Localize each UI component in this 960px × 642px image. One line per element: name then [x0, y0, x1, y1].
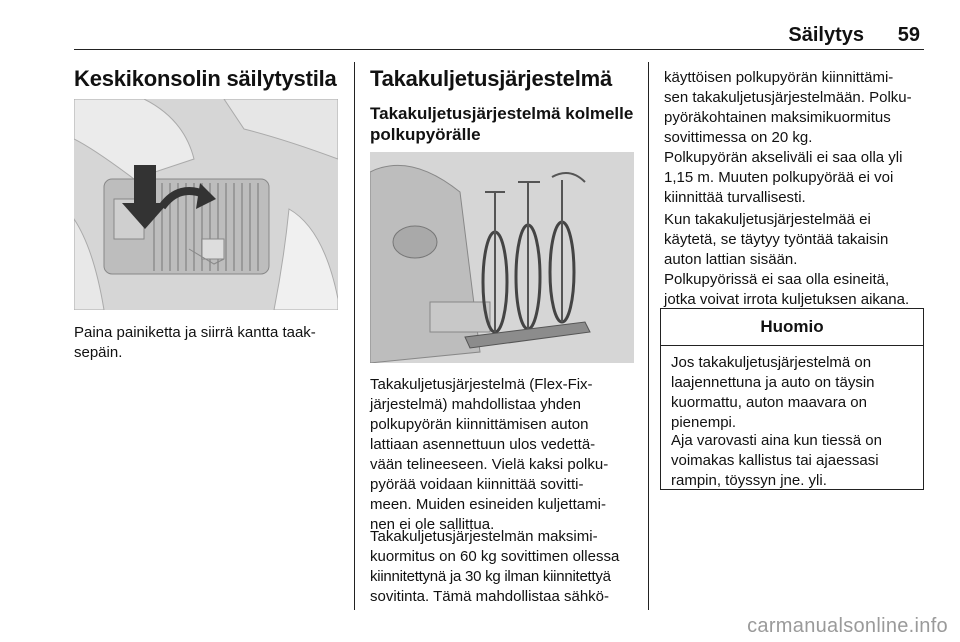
section-heading-console-storage: Keskikonsolin säilytystila — [74, 66, 337, 91]
running-header-title: Säilytys — [788, 24, 864, 46]
column-divider-left — [354, 62, 355, 610]
notice-paragraph-1: Jos takakuljetusjärjestelmä on laajennettuna ja auto on täysin kuormattu, auton maavara on pienempi. — [671, 354, 875, 431]
notice-paragraph-2: Aja varovasti aina kun tiessä on voimakas kallistus tai ajaessasi rampin, töyssyn jne. yli. — [671, 432, 882, 489]
loose-items-paragraph: Polkupyörissä ei saa olla esineitä, jotka voivat irrota kuljetuksen aikana. — [664, 271, 910, 308]
load-limit-paragraph: käyttöisen polkupyörän kiinnittämi- sen takakuljetusjärjestelmään. Polku- pyöräkohtainen maksimikuormitus sovittimessa on 20 kg. — [664, 69, 912, 146]
section-heading-rear-carrier: Takakuljetusjärjestelmä — [370, 66, 613, 91]
console-storage-caption: Paina painiketta ja siirrä kantta taak- sepäin. — [74, 324, 316, 361]
page-number: 59 — [897, 24, 920, 46]
header-rule — [74, 49, 924, 50]
wheelbase-paragraph: Polkupyörän akseliväli ei saa olla yli 1,15 m. Muuten polkupyörää ei voi kiinnittää turvallisesti. — [664, 149, 903, 206]
watermark: carmanualsonline.info — [747, 615, 948, 637]
notice-box — [660, 308, 924, 490]
rear-carrier-paragraph-1: Takakuljetusjärjestelmä (Flex-Fix- järjestelmä) mahdollistaa yhden polkupyörän kiinnittämisen auton lattiaan asennettuun ulos vedettä- vään telineeseen. Vielä kaksi polku- pyörää voidaan kiinnittää sovitti- meen. Muiden esineiden kuljettami- nen ei ole sallittua. — [370, 376, 609, 533]
column-divider-right — [648, 62, 649, 610]
notice-title: Huomio — [661, 309, 923, 346]
stow-paragraph: Kun takakuljetusjärjestelmää ei käytetä, se täytyy työntää takaisin auton lattian sisään. — [664, 211, 889, 268]
rear-carrier-paragraph-2: Takakuljetusjärjestelmän maksimi- kuormitus on 60 kg sovittimen ollessa kiinnitettynä ja 30 kg ilman kiinnitettyä sovitinta. Tämä mahdollistaa sähkö- — [370, 528, 620, 605]
subheading-three-bikes: Takakuljetusjärjestelmä kolmelle polkupyörälle — [370, 104, 634, 144]
console-storage-illustration — [74, 99, 338, 310]
bike-carrier-illustration — [370, 152, 634, 363]
